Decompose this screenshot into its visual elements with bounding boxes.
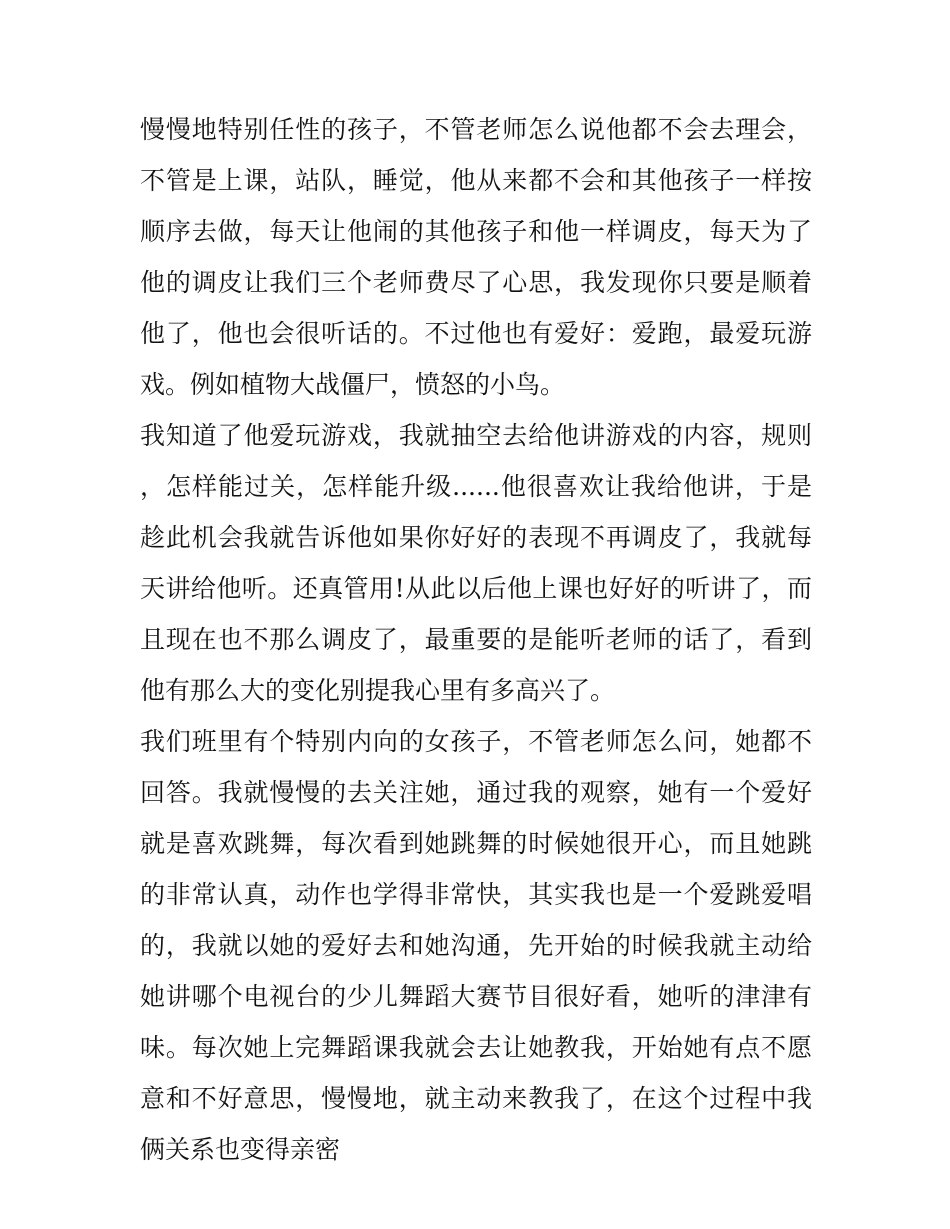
paragraph-1: 慢慢地特别任性的孩子，不管老师怎么说他都不会去理会，不管是上课，站队，睡觉，他从来都不会和其他孩子一样按顺序去做，每天让他闹的其他孩子和他一样调皮，每天为了他的调皮让我们三个老师费尽了心思，我发现你只要是顺着他了，他也会很听话的。不过他也有爱好：爱跑，最爱玩游戏。例如植物大战僵尸，愤怒的小鸟。 [140, 115, 812, 399]
document-body [140, 104, 812, 1175]
paragraph-2: 我知道了他爱玩游戏，我就抽空去给他讲游戏的内容，规则，怎样能过关，怎样能升级......他很喜欢让我给他讲，于是趁此机会我就告诉他如果你好好的表现不再调皮了，我就每天讲给他听。还真管用!从此以后他上课也好好的听讲了，而且现在也不那么调皮了，最重要的是能听老师的话了，看到他有那么大的变化别提我心里有多高兴了。 [140, 421, 812, 705]
paragraph-3: 我们班里有个特别内向的女孩子，不管老师怎么问，她都不回答。我就慢慢的去关注她，通过我的观察，她有一个爱好就是喜欢跳舞，每次看到她跳舞的时候她很开心，而且她跳的非常认真，动作也学得非常快，其实我也是一个爱跳爱唱的，我就以她的爱好去和她沟通，先开始的时候我就主动给她讲哪个电视台的少儿舞蹈大赛节目很好看，她听的津津有味。每次她上完舞蹈课我就会去让她教我，开始她有点不愿意和不好意思，慢慢地，就主动来教我了，在这个过程中我俩关系也变得亲密 [140, 727, 812, 1164]
